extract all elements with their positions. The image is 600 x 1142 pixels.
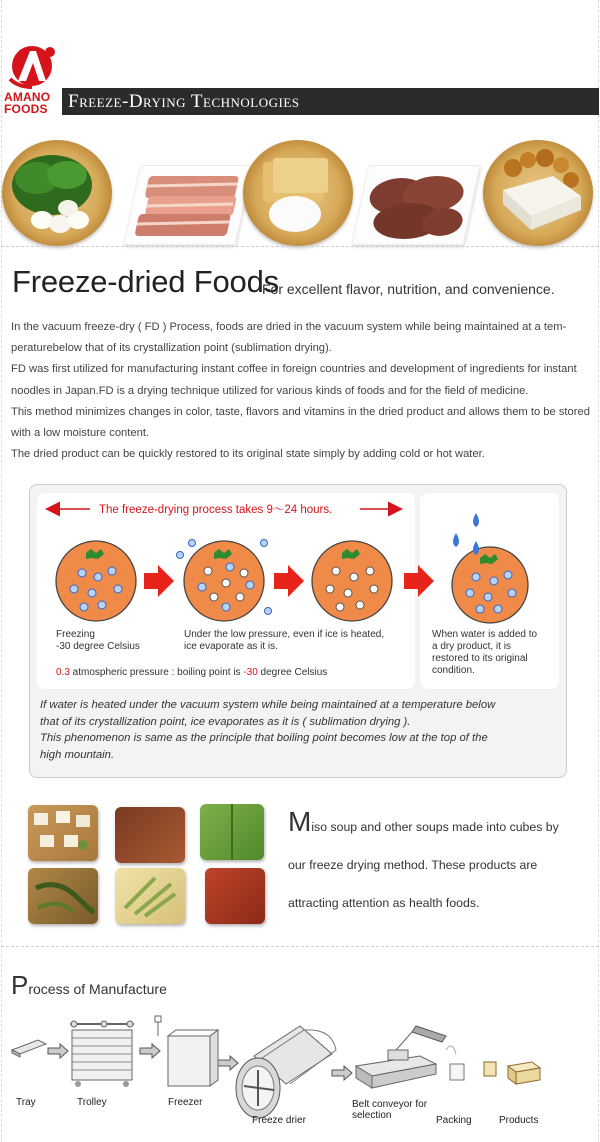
miso-line xyxy=(288,808,593,846)
step-arrow-icon xyxy=(144,565,174,597)
pressure-caption xyxy=(56,667,327,678)
logo-line-1: AMANO xyxy=(4,90,51,104)
water-caption-3: restored to its original xyxy=(432,653,528,664)
water-caption-4: condition. xyxy=(432,665,475,676)
bacon-plate-image xyxy=(123,165,252,245)
low-pressure-caption-2: ice evaporate as it is. xyxy=(184,641,278,652)
pressure-end-text: degree Celsius xyxy=(257,667,328,678)
diagram-note xyxy=(40,697,560,763)
section-title: Freeze-dried Foods xyxy=(12,264,279,299)
step-freezer-label: Freezer xyxy=(168,1097,203,1108)
process-title-text: rocess of Manufacture xyxy=(28,981,167,997)
step-trolley-label: Trolley xyxy=(77,1097,107,1108)
paragraph: This method minimizes changes in color, taste, flavors and vitamins in the dried product and allows them to be stored with a low moisture content. xyxy=(11,405,590,440)
drop-cap: P xyxy=(11,970,29,1000)
freezer-icon xyxy=(155,1016,218,1086)
freeze-drier-icon xyxy=(236,1026,336,1118)
miso-cube-onion-image xyxy=(115,868,185,924)
water-caption-2: a dry product, it is xyxy=(432,641,511,652)
trolley-icon xyxy=(70,1021,134,1087)
step-products-label: Products xyxy=(499,1115,539,1126)
meat-plate-image xyxy=(351,165,480,245)
paragraph: The dried product can be quickly restored to its original state simply by adding cold or hot water. xyxy=(11,448,485,461)
step-packing-label: Packing xyxy=(436,1115,472,1126)
low-pressure-caption-1: Under the low pressure, even if ice is heated, xyxy=(184,629,385,640)
miso-description xyxy=(288,808,593,922)
intro-paragraphs xyxy=(11,317,591,465)
orange-frozen-icon xyxy=(56,541,136,621)
tofu-mushroom-basket-image xyxy=(483,140,593,246)
section-subtitle: For excellent flavor, nutrition, and convenience. xyxy=(262,281,555,297)
paragraph: FD was first utilized for manufacturing instant coffee in foreign countries and development of ingredients for instant noodles in Japan.FD is a drying technique utilized for various kinds of foods and for the field of medicine. xyxy=(11,363,577,397)
note-line: that of its crystallization point, ice evaporates as it is ( sublimation drying ). xyxy=(40,715,411,728)
step-tray-label: Tray xyxy=(16,1097,36,1108)
belt-conveyor-icon xyxy=(356,1026,446,1088)
boiling-value: -30 xyxy=(243,667,258,678)
miso-cube-tomato-image xyxy=(205,868,265,924)
logo-line-2: FOODS xyxy=(4,102,48,116)
process-title xyxy=(11,970,167,1000)
logo-wordmark xyxy=(4,91,60,115)
logo-mark-icon xyxy=(4,43,60,89)
orange-restored-icon xyxy=(452,547,528,623)
header-bar xyxy=(62,88,599,115)
miso-cube-red-image xyxy=(115,807,185,863)
packing-icon xyxy=(446,1046,464,1080)
step-belt-label-1: Belt conveyor for xyxy=(352,1099,428,1110)
note-line: high mountain. xyxy=(40,748,115,761)
paragraph: In the vacuum freeze-dry ( FD ) Process, foods are dried in the vacuum system while being maintained at a tem-peraturebelow that of its crystallization point (sublimation drying). xyxy=(11,321,567,355)
process-diagram xyxy=(0,1010,600,1142)
note-line: This phenomenon is same as the principle that boiling point becomes low at the top of the xyxy=(40,732,488,744)
miso-line-text: iso soup and other soups made into cubes by xyxy=(311,820,559,834)
page-title: Freeze-Drying Technologies xyxy=(68,91,300,112)
freezing-caption: Freezing xyxy=(56,629,95,640)
fried-tofu-basket-image xyxy=(243,140,353,246)
miso-line: attracting attention as health foods. xyxy=(288,896,480,910)
miso-cube-seaweed-image xyxy=(28,868,98,924)
freeze-drying-diagram xyxy=(29,484,567,778)
divider xyxy=(1,246,599,247)
duration-label: The freeze-drying process takes 9～24 hours. xyxy=(99,504,333,516)
step-arrow-icon xyxy=(274,565,304,597)
food-photo-row xyxy=(0,130,600,246)
miso-cube-tofu-image xyxy=(28,805,98,861)
divider xyxy=(1,946,599,947)
pressure-value: 0.3 xyxy=(56,667,70,678)
miso-line: our freeze drying method. These products are xyxy=(288,858,538,872)
water-caption-1: When water is added to xyxy=(432,629,538,640)
amano-foods-logo[interactable] xyxy=(4,43,60,117)
step-freeze-drier-label: Freeze drier xyxy=(252,1115,306,1126)
tray-icon xyxy=(12,1040,46,1057)
miso-cube-green-image xyxy=(200,804,264,860)
orange-evaporating-icon xyxy=(177,540,272,622)
orange-dried-icon xyxy=(312,541,392,621)
drop-cap: M xyxy=(288,806,312,837)
products-icon xyxy=(484,1062,540,1084)
spinach-eggs-basket-image xyxy=(2,140,112,246)
step-arrow-icon xyxy=(404,565,434,597)
note-line: If water is heated under the vacuum system while being maintained at a temperature below xyxy=(40,699,496,711)
water-drops-icon xyxy=(453,513,479,555)
step-belt-label-2: selection xyxy=(352,1110,392,1121)
pressure-mid-text: atmospheric pressure : boiling point is xyxy=(69,667,244,678)
freezing-temp-caption: -30 degree Celsius xyxy=(56,641,140,652)
